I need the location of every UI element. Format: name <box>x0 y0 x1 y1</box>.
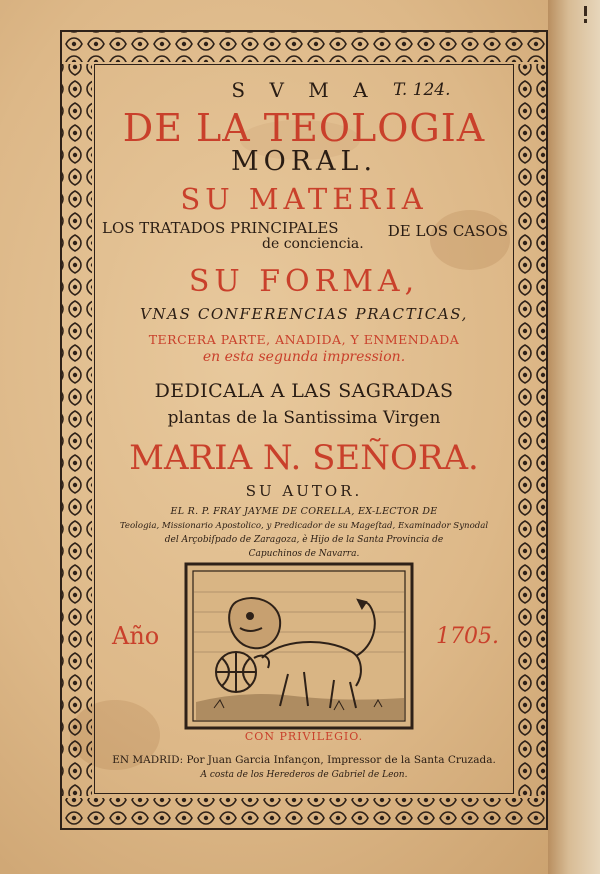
line-plantas: plantas de la Santissima Virgen <box>167 408 441 428</box>
imprint-line-1: EN MADRID: Por Juan Garcia Infançon, Impressor de la Santa Cruzada. <box>112 754 496 766</box>
imprint-line-2: A costa de los Herederos de Gabriel de Leon. <box>200 770 408 780</box>
author-line-2: Teologia, Missionario Apostolico, y Predicador de su Mageſtad, Examinador Synodal <box>119 521 489 531</box>
author-line-1: EL R. P. FRAY JAYME DE CORELLA, EX-LECTOR DE <box>170 506 438 517</box>
line-conferencias: VNAS CONFERENCIAS PRACTICAS, <box>140 305 468 323</box>
line-dedicala: DEDICALA A LAS SAGRADAS <box>154 380 454 402</box>
line-su-autor: SU AUTOR. <box>245 482 363 500</box>
privilege-line: CON PRIVILEGIO. <box>244 730 364 743</box>
year-label: Año <box>112 622 160 650</box>
line-suma: S V M A <box>231 78 377 102</box>
line-tratados-right: DE LOS CASOS <box>387 222 508 240</box>
year-value: 1705. <box>436 624 499 649</box>
line-segunda: en esta segunda impression. <box>202 349 406 365</box>
line-maria: MARIA N. SEÑORA. <box>129 438 479 478</box>
line-teologia: DE LA TEOLOGIA <box>122 106 486 150</box>
adjacent-page-edge <box>548 0 600 874</box>
line-su-materia: SU MATERIA <box>180 182 428 216</box>
shelf-mark: T. 124. <box>393 80 451 100</box>
corner-mark <box>582 6 590 24</box>
line-su-forma: SU FORMA, <box>188 264 420 299</box>
line-conciencia: de conciencia. <box>262 236 364 252</box>
line-tratados-left: LOS TRATADOS PRINCIPALES <box>102 219 339 237</box>
author-line-4: Capuchinos de Navarra. <box>248 549 360 559</box>
lion-woodcut <box>184 562 414 730</box>
line-tercera: TERCERA PARTE, ANADIDA, Y ENMENDADA <box>148 332 460 347</box>
author-line-3: del Arçobiſpado de Zaragoza, è Hijo de la Santa Provincia de <box>164 535 444 545</box>
line-moral: MORAL. <box>230 146 378 177</box>
